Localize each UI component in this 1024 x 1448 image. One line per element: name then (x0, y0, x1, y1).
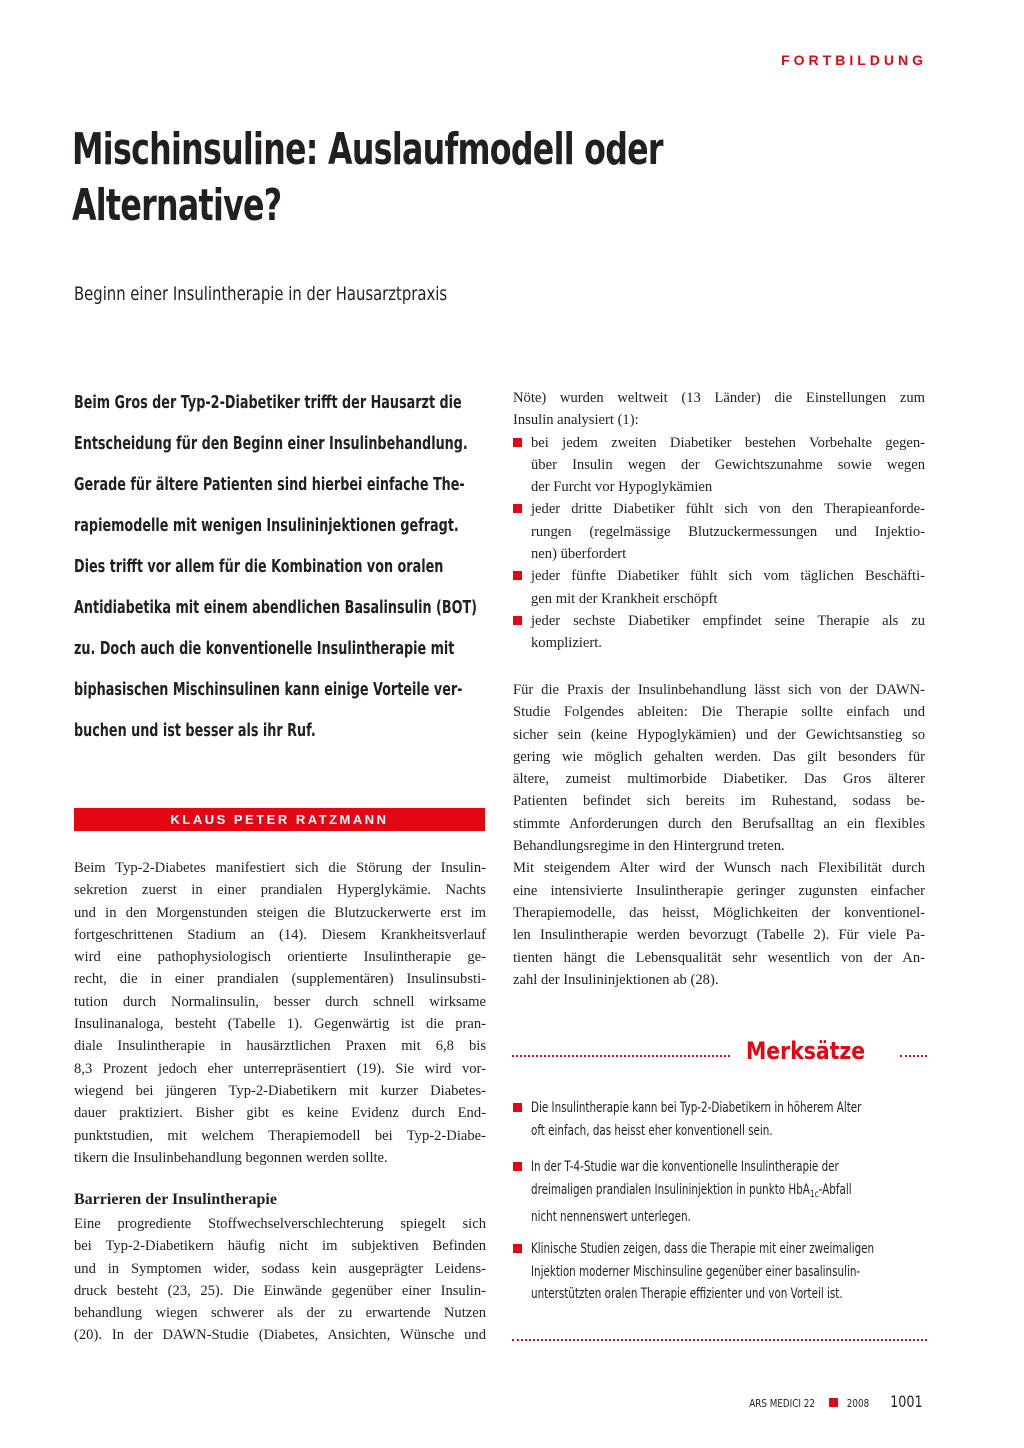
text-line: zahl der Insulininjektionen ab (28). (513, 971, 719, 988)
bullet-square-icon (513, 1162, 522, 1171)
text-line: gering wie möglich gehalten werden. Das gilt besonders für (513, 748, 925, 765)
lead-line: Beim Gros der Typ-2-Diabetiker trifft der Hausarzt die (74, 393, 462, 413)
lead-line: biphasischen Mischinsulinen kann einige Vorteile ver- (74, 680, 463, 700)
text-line: und in den Morgenstunden steigen die Blutzuckerwerte erst im (74, 904, 486, 921)
body-text-left (74, 857, 486, 1169)
text-line: tution durch Normalinsulin, besser durch schnell wirksame (74, 993, 486, 1010)
text-line: tienten hängt die Lebensqualität sehr wesentlich von der An- (513, 949, 925, 966)
text-line: In der T-4-Studie war die konventionelle Insulintherapie der (531, 1159, 839, 1175)
text-line: fortgeschrittenen Stadium an (14). Diesem Krankheitsverlauf (74, 926, 486, 943)
text-line: druck besteht (23, 25). Die Einwände gegenüber einer Insulin- (74, 1282, 486, 1299)
text-line: Beim Typ-2-Diabetes manifestiert sich die Störung der Insulin- (74, 860, 486, 876)
subscript: 1c (809, 1188, 819, 1200)
bullet-item (513, 565, 925, 610)
footer-year: 2008 (847, 1397, 870, 1410)
bullet-square-icon (513, 1244, 522, 1253)
section-label: FORTBILDUNG (781, 52, 927, 68)
lead-line: Gerade für ältere Patienten sind hierbei einfache The- (74, 475, 465, 495)
text-line: sekretion zuerst in einer prandialen Hyperglykämie. Nachts (74, 882, 486, 899)
text-line: ältere, zumeist multimorbide Diabetiker. Das Gros älterer (513, 771, 925, 788)
lead-line: Dies trifft vor allem für die Kombination von oralen (74, 557, 444, 577)
article-title (72, 122, 792, 234)
lead-line: Antidiabetika mit einem abendlichen Basalinsulin (BOT) (74, 598, 478, 618)
text-line: nicht nennenswert unterlegen. (531, 1209, 691, 1225)
text-line: Klinische Studien zeigen, dass die Therapie mit einer zweimaligen (531, 1241, 875, 1257)
body-text-right (513, 679, 925, 991)
text-line: eine intensivierte Insulintherapie geringer zugunsten einfacher (513, 882, 925, 899)
text-line: und in Symptomen wider, sodass kein ausgeprägter Leidens- (74, 1260, 486, 1277)
text-line: Patienten befindet sich bereits im Ruhestand, sodass be- (513, 793, 925, 810)
lead-line: buchen und ist besser als ihr Ruf. (74, 721, 316, 741)
text-line: dauer praktiziert. Bisher gibt es keine Evidenz durch End- (74, 1105, 486, 1122)
text-line: rungen (regelmässige Blutzuckermessungen und Injektio- (531, 523, 925, 540)
footer-square-icon (829, 1398, 838, 1407)
text-line: Die Insulintherapie kann bei Typ-2-Diabetikern in höherem Alter (531, 1100, 862, 1116)
bullet-square-icon (513, 571, 522, 580)
text-line: über Insulin wegen der Gewichtszunahme sowie wegen (531, 456, 925, 473)
text-line: bei jedem zweiten Diabetiker bestehen Vorbehalte gegen- (531, 434, 925, 451)
article-title-line-2: Alternative? (72, 180, 282, 231)
body-text-left-barriers (74, 1213, 486, 1347)
author-name: KLAUS PETER RATZMANN (170, 812, 389, 827)
text-line: recht, die in einer prandialen (supplementären) Insulinsubsti- (74, 971, 486, 988)
text-line: jeder fünfte Diabetiker fühlt sich vom täglichen Beschäfti- (531, 568, 925, 585)
text-line: len Insulintherapie werden bevorzugt (Tabelle 2). Für viele Pa- (513, 927, 925, 944)
text-line: oft einfach, das heisst eher konventionell sein. (531, 1122, 773, 1139)
text-line: kompliziert. (531, 635, 602, 652)
text-line: Eine progrediente Stoffwechselverschlechterung spiegelt sich (74, 1216, 486, 1232)
merksaetze-divider-left (512, 1055, 730, 1057)
text-line: (20). In der DAWN-Studie (Diabetes, Ansichten, Wünsche und (74, 1327, 486, 1344)
text-line: behandlung wiegen schwerer als der zu erwartende Nutzen (74, 1305, 486, 1322)
article-title-line-1: Mischinsuline: Auslaufmodell oder (72, 124, 663, 175)
text-line: Nöte) wurden weltweit (13 Länder) die Einstellungen zum (513, 390, 925, 406)
bullet-square-icon (513, 504, 522, 513)
text-fragment: dreimaligen prandialen Insulininjektion in punkto HbA (531, 1181, 810, 1198)
text-line: Mit steigendem Alter wird der Wunsch nach Flexibilität durch (513, 860, 925, 877)
text-line: Insulinanaloga, besteht (Tabelle 1). Gegenwärtig ist die pran- (74, 1016, 486, 1033)
text-line: gen mit der Krankheit erschöpft (531, 590, 718, 607)
text-line: stimmte Anforderungen durch den Berufsalltag an ein flexibles (513, 815, 925, 832)
lead-line: rapiemodelle mit wenigen Insulininjektionen gefragt. (74, 516, 459, 536)
merksaetze-divider-right (900, 1055, 927, 1057)
bullet-square-icon (513, 438, 522, 447)
merksatz-text (531, 1238, 874, 1306)
merksatz-text (531, 1097, 861, 1142)
section-heading-barriers: Barrieren der Insulintherapie (74, 1191, 277, 1208)
text-line: sicher sein (keine Hypoglykämien) und der Gewichtsanstieg so (513, 726, 925, 743)
lead-line: zu. Doch auch die konventionelle Insulintherapie mit (74, 639, 455, 659)
text-line: nen) überfordert (531, 546, 627, 563)
text-line: diale Insulintherapie in hausärztlichen Praxen mit 6,8 bis (74, 1038, 486, 1055)
text-line: wiegend bei jüngeren Typ-2-Diabetikern mit kurzer Diabetes- (74, 1082, 486, 1099)
bullet-square-icon (513, 616, 522, 625)
bullet-square-icon (513, 1103, 522, 1112)
text-line: jeder dritte Diabetiker fühlt sich von den Therapieanforde- (531, 501, 925, 518)
text-line: punktstudien, mit welchem Therapiemodell bei Typ-2-Diabe- (74, 1127, 486, 1144)
text-line: Insulin analysiert (1): (513, 412, 639, 429)
text-line: Studie Folgendes ableiten: Die Therapie sollte einfach und (513, 704, 925, 721)
bullet-item (513, 498, 925, 565)
merksaetze-title: Merksätze (746, 1037, 866, 1065)
lead-paragraph (74, 383, 483, 752)
merksaetze-divider-bottom (512, 1339, 927, 1341)
text-line: Injektion moderner Mischinsuline gegenüber einer basalinsulin- (531, 1263, 861, 1280)
body-text-right-survey (513, 387, 925, 655)
text-line: der Furcht vor Hypoglykämien (531, 479, 713, 496)
page-footer (741, 1392, 927, 1411)
bullet-item (513, 610, 925, 655)
author-bar (74, 808, 485, 831)
text-line: bei Typ-2-Diabetikern häufig nicht im subjektiven Befinden (74, 1238, 486, 1255)
text-line: wird eine pathophysiologisch orientierte Insulintherapie ge- (74, 949, 486, 966)
lead-line: Entscheidung für den Beginn einer Insulinbehandlung. (74, 434, 468, 454)
footer-journal: ARS MEDICI 22 (749, 1397, 816, 1410)
bullet-item (513, 432, 925, 499)
merksatz-text (531, 1156, 852, 1229)
text-line: jeder sechste Diabetiker empfindet seine Therapie als zu (531, 612, 925, 629)
page-number: 1001 (890, 1392, 923, 1411)
text-line: Therapiemodelle, das heisst, Möglichkeiten der konventionel- (513, 904, 925, 921)
text-line: Behandlungsregime in den Hintergrund treten. (513, 838, 785, 855)
text-line: 8,3 Prozent jedoch eher unterrepräsentiert (19). Sie wird vor- (74, 1060, 486, 1077)
text-fragment: -Abfall (818, 1181, 852, 1198)
text-line: tikern die Insulinbehandlung begonnen werden sollte. (74, 1149, 388, 1166)
text-line: unterstützten oralen Therapie effizienter und von Vorteil ist. (531, 1286, 843, 1302)
text-line (531, 1179, 852, 1207)
text-line: Für die Praxis der Insulinbehandlung lässt sich von der DAWN- (513, 682, 925, 698)
article-subtitle: Beginn einer Insulintherapie in der Hausarztpraxis (74, 283, 448, 305)
